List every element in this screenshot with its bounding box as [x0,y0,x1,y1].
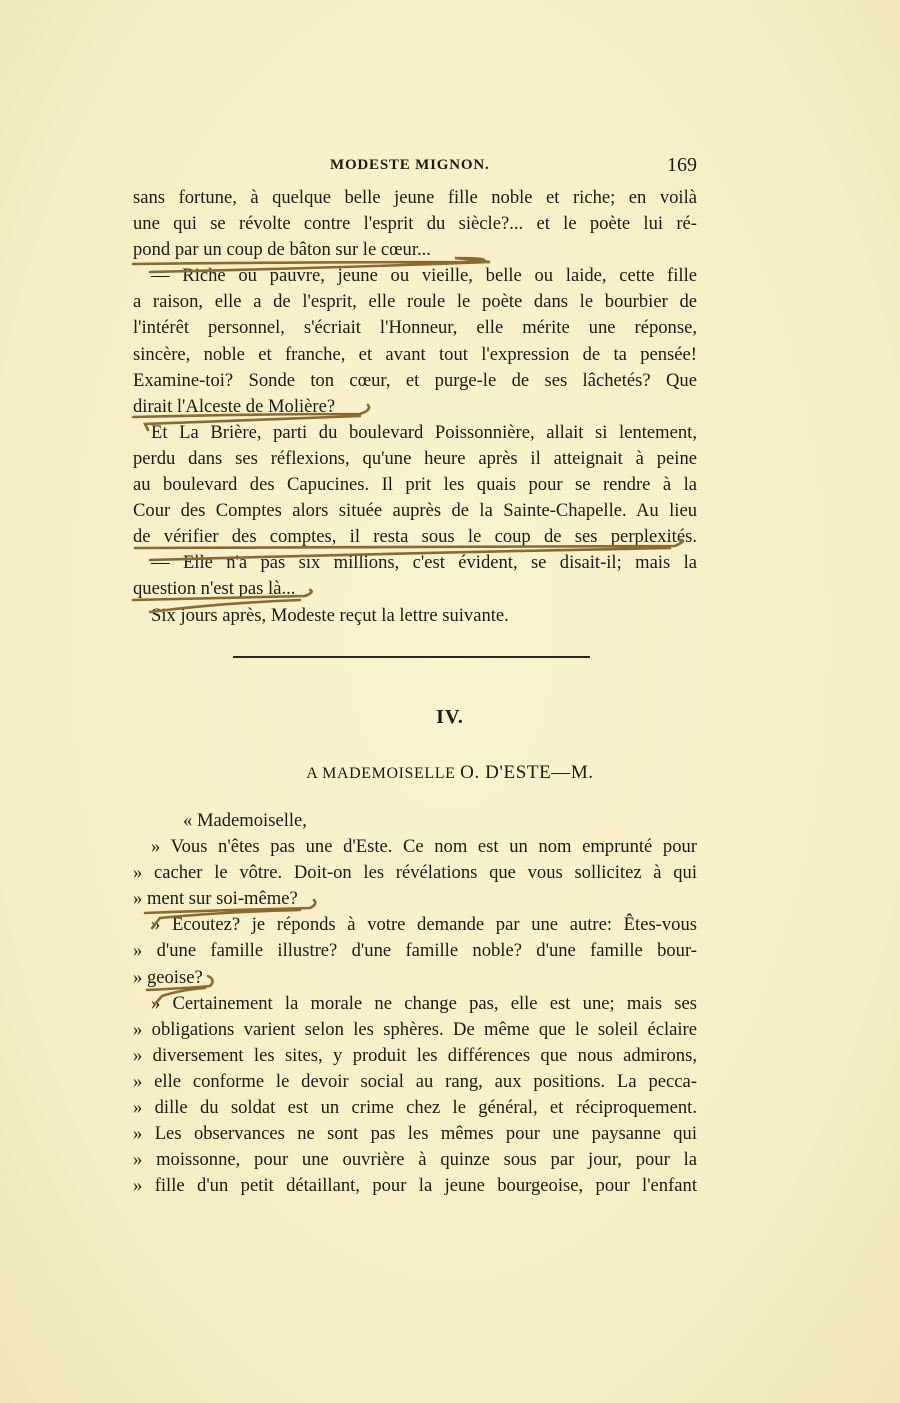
letter-heading-name: O. D'ESTE—M. [460,762,594,783]
text-line: une qui se révolte contre l'esprit du siècle?... et le poète lui ré- [133,213,697,235]
text-line: a raison, elle a de l'esprit, elle roule le poète dans le bourbier de [133,291,697,313]
text-line: » cacher le vôtre. Doit-on les révélations que vous sollicitez à qui [133,862,697,884]
text-line: » fille d'un petit détaillant, pour la jeune bourgeoise, pour l'enfant [133,1175,697,1197]
text-line: — Elle n'a pas six millions, c'est évident, se disait-il; mais la [151,552,697,574]
text-line: sincère, noble et franche, et avant tout l'expression de ta pensée! [133,343,697,365]
running-title: MODESTE MIGNON. [330,157,490,173]
text-line: « Mademoiselle, [183,810,307,831]
text-line: » ment sur soi-même? [133,888,298,910]
text-line: » d'une famille illustre? d'une famille noble? d'une famille bour- [133,940,697,962]
page-number: 169 [667,154,697,176]
letter-heading-prefix: A MADEMOISELLE [306,765,461,782]
text-line: Cour des Comptes alors située auprès de la Sainte-Chapelle. Au lieu [133,500,697,522]
text-line: Six jours après, Modeste reçut la lettre suivante. [151,604,509,626]
text-line: sans fortune, à quelque belle jeune fille noble et riche; en voilà [133,187,697,208]
text-line: » Ecoutez? je réponds à votre demande par une autre: Êtes-vous [151,914,697,936]
section-text [133,185,697,629]
text-line: » diversement les sites, y produit les différences que nous admirons, [133,1044,697,1066]
text-line: l'intérêt personnel, s'écriait l'Honneur, elle mérite une réponse, [133,317,697,339]
text-line: » geoise? [133,966,203,988]
text-line: perdu dans ses réflexions, qu'une heure après il atteignait à peine [133,447,697,469]
text-line: pond par un coup de bâton sur le cœur... [133,239,431,261]
text-line: » elle conforme le devoir social au rang, aux positions. La pecca- [133,1070,697,1092]
page-header [133,154,697,180]
text-line: au boulevard des Capucines. Il prit les quais pour se rendre à la [133,474,697,496]
text-line: » moissonne, pour une ouvrière à quinze sous par jour, pour la [133,1149,697,1171]
text-line: » obligations varient selon les sphères. De même que le soleil éclaire [133,1018,697,1040]
text-line: Et La Brière, parti du boulevard Poissonnière, allait si lentement, [151,421,697,443]
text-line: question n'est pas là... [133,578,296,600]
text-line: » Les observances ne sont pas les mêmes pour une paysanne qui [133,1123,697,1145]
text-line: » Vous n'êtes pas une d'Este. Ce nom est un nom emprunté pour [151,836,697,858]
text-line: Examine-toi? Sonde ton cœur, et purge-le de ses lâchetés? Que [133,369,697,391]
text-line: — Riche ou pauvre, jeune ou vieille, belle ou laide, cette fille [151,265,697,287]
text-line: » dille du soldat est un crime chez le général, et réciproquement. [133,1097,697,1119]
text-line: » Certainement la morale ne change pas, elle est une; mais ses [151,992,697,1014]
text-line: dirait l'Alceste de Molière? [133,395,336,417]
text-line: de vérifier des comptes, il resta sous le coup de ses perplexités. [133,526,697,548]
letter-text [133,808,697,1199]
chapter-number: IV. [436,706,464,728]
section-divider [233,656,590,658]
letter-heading [0,762,900,784]
